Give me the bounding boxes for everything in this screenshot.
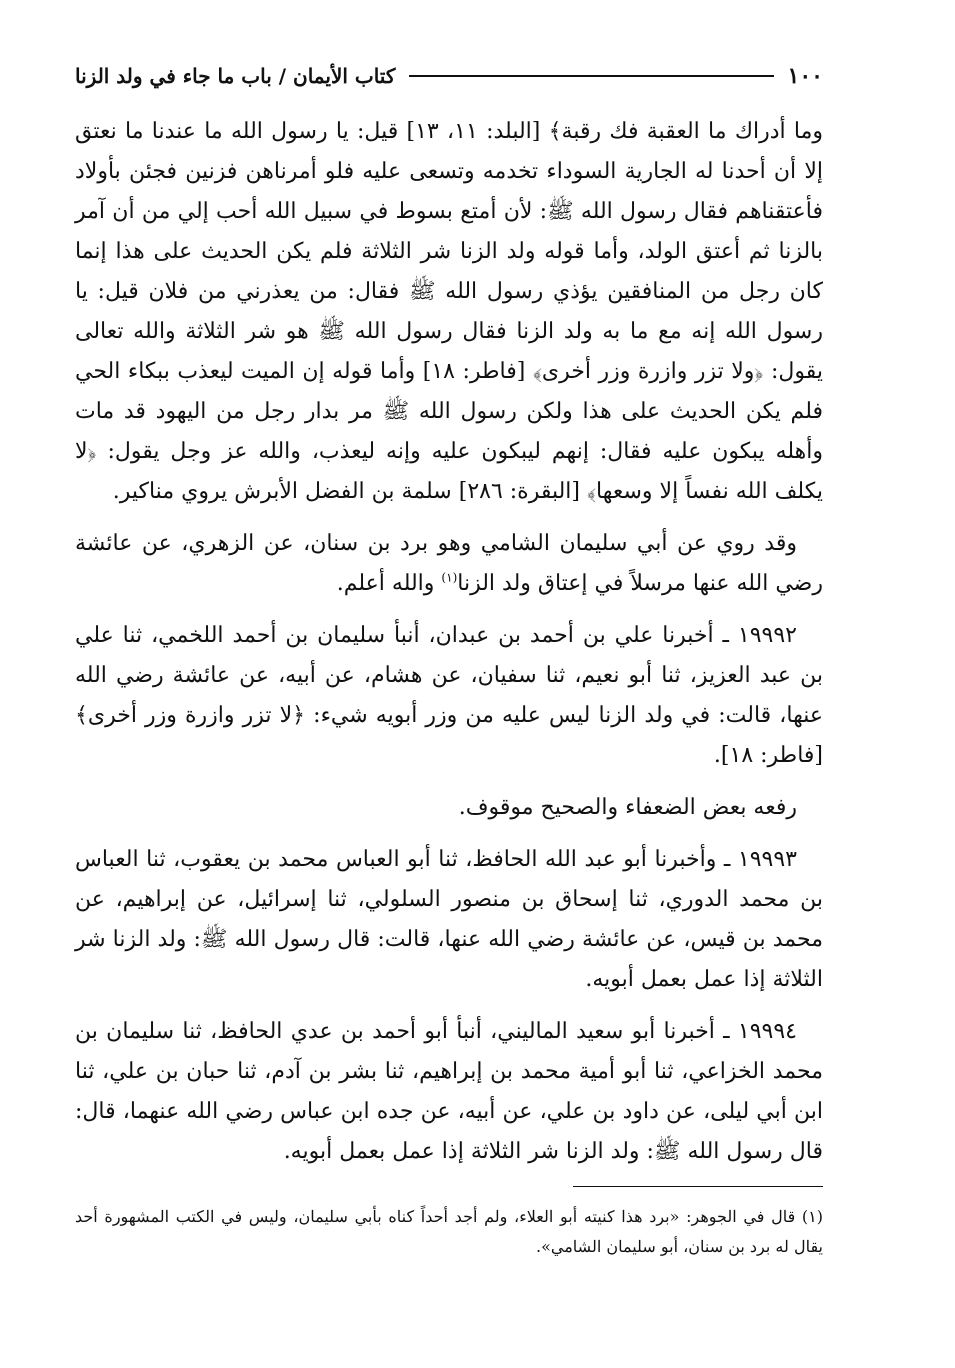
header-rule bbox=[409, 75, 773, 77]
footnote-separator bbox=[573, 1186, 823, 1187]
paragraph-note-text: وقد روي عن أبي سليمان الشامي وهو برد بن سنان، عن الزهري، عن عائشة رضي الله عنها مرسلاً في إعتاق ولد الزنا bbox=[75, 531, 823, 596]
page-number: ١٠٠ bbox=[787, 63, 823, 89]
footnote-1: (١) قال في الجوهر: «برد هذا كنيته أبو العلاء، ولم أجد أحداً كناه بأبي سليمان، وليس في الكتب المشهورة أحد يقال له برد بن سنان، أبو سليمان الشامي». bbox=[75, 1207, 823, 1256]
hadith-19992: ١٩٩٩٢ ـ أخبرنا علي بن أحمد بن عبدان، أنبأ سليمان بن أحمد اللخمي، ثنا علي بن عبد العزيز، ثنا أبو نعيم، ثنا سفيان، عن هشام، عن أبيه، عن عائشة رضي الله عنها، قالت: في ولد الزنا ليس عليه من وزر أبويه شيء: ﴿لا تزر وازرة وزر أخرى﴾ [فاطر: ١٨]. bbox=[75, 623, 823, 768]
page-header bbox=[75, 56, 823, 96]
book-page bbox=[75, 56, 823, 1346]
running-title: كتاب الأيمان / باب ما جاء في ولد الزنا bbox=[75, 64, 396, 88]
hadith-19994: ١٩٩٩٤ ـ أخبرنا أبو سعيد الماليني، أنبأ أبو أحمد بن عدي الحافظ، ثنا سليمان بن محمد الخزاعي، ثنا أبو أمية محمد بن إبراهيم، ثنا بشر بن آدم، ثنا حبان بن علي، ثنا ابن أبي ليلى، عن داود بن علي، عن أبيه، عن جده ابن عباس رضي الله عنهما، قال: قال رسول الله ﷺ: ولد الزنا شر الثلاثة إذا عمل بعمل أبويه. bbox=[75, 1019, 823, 1164]
paragraph-remark: رفعه بعض الضعفاء والصحيح موقوف. bbox=[458, 795, 797, 820]
paragraph-continuation: وما أدراك ما العقبة فك رقبة﴾ [البلد: ١١، ١٣] قيل: يا رسول الله ما عندنا ما نعتق إلا أن أحدنا له الجارية السوداء تخدمه وتسعى عليه فلو أمرناهن فزنين فجئن بأولاد فأعتقناهم فقال رسول الله ﷺ: لأن أمتع بسوط في سبيل الله أحب إلي من أن آمر بالزنا ثم أعتق الولد، وأما قوله ولد الزنا شر الثلاثة فلم يكن الحديث على هذا إنما كان رجل من المنافقين يؤذي رسول الله ﷺ فقال: من يعذرني من فلان قيل: يا رسول الله إنه مع ما به ولد الزنا فقال رسول الله ﷺ هو شر الثلاثة والله تعالى يقول: ﴿ولا تزر وازرة وزر أخرى﴾ [فاطر: ١٨] وأما قوله إن الميت ليعذب ببكاء الحي فلم يكن الحديث على هذا ولكن رسول الله ﷺ مر بدار رجل من اليهود قد مات وأهله يبكون عليه فقال: إنهم ليبكون عليه وإنه ليعذب، والله عز وجل يقول: ﴿لا يكلف الله نفساً إلا وسعها﴾ [البقرة: ٢٨٦] سلمة بن الفضل الأبرش يروي مناكير. bbox=[75, 119, 824, 504]
hadith-19993: ١٩٩٩٣ ـ وأخبرنا أبو عبد الله الحافظ، ثنا أبو العباس محمد بن يعقوب، ثنا العباس بن محمد الدوري، ثنا إسحاق بن منصور السلولي، ثنا إسرائيل، عن إبراهيم، عن محمد بن قيس، عن عائشة رضي الله عنها، قالت: قال رسول الله ﷺ: ولد الزنا شر الثلاثة إذا عمل بعمل أبويه. bbox=[75, 847, 823, 992]
paragraph-note-tail: والله أعلم. bbox=[336, 571, 442, 596]
body-text bbox=[75, 112, 823, 1172]
footnote-marker: (١) bbox=[441, 570, 458, 585]
paragraph-note bbox=[75, 524, 823, 604]
footnotes bbox=[75, 1202, 823, 1262]
